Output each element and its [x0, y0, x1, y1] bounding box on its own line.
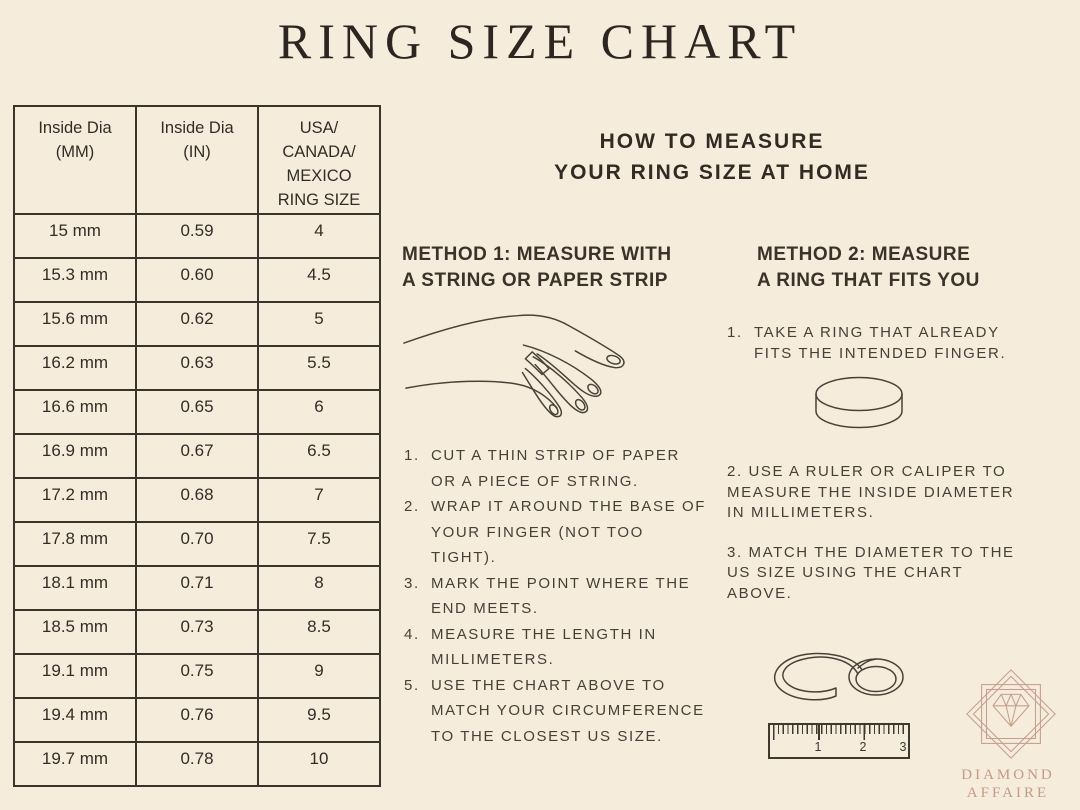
- step: [404, 673, 706, 750]
- step-line: WRAP IT AROUND THE BASE OF: [431, 498, 706, 515]
- step: [404, 443, 706, 494]
- table-cell: 0.59: [136, 214, 258, 258]
- column-header-line: CANADA/: [282, 143, 356, 161]
- method2-title: [757, 242, 980, 294]
- step-line: TIGHT).: [431, 549, 497, 566]
- guide-heading: [452, 126, 972, 188]
- table-row: [14, 258, 380, 302]
- table-row: [14, 302, 380, 346]
- table-cell: 0.75: [136, 654, 258, 698]
- table-cell: 0.62: [136, 302, 258, 346]
- step-text: [431, 494, 706, 571]
- method1-title-line1: METHOD 1: MEASURE WITH: [402, 244, 672, 265]
- table-cell: 15 mm: [14, 214, 136, 258]
- step-line: USE THE CHART ABOVE TO: [431, 676, 666, 694]
- table-row: [14, 478, 380, 522]
- ring-illustration: [806, 373, 912, 435]
- table-row: [14, 390, 380, 434]
- step-number: 2.: [404, 498, 420, 515]
- table-cell: 15.3 mm: [14, 258, 136, 302]
- column-header: [14, 106, 136, 214]
- method2-title-line2: A RING THAT FITS YOU: [757, 270, 980, 291]
- table-cell: 0.73: [136, 610, 258, 654]
- table-row: [14, 434, 380, 478]
- table-cell: 6.5: [258, 434, 380, 478]
- table-cell: 15.6 mm: [14, 302, 136, 346]
- ruler-illustration: [768, 723, 910, 759]
- table-cell: 19.4 mm: [14, 698, 136, 742]
- ruler-label-1: 1: [814, 740, 822, 754]
- table-cell: 0.63: [136, 346, 258, 390]
- step-text: [431, 571, 690, 622]
- table-cell: 18.5 mm: [14, 610, 136, 654]
- table-cell: 0.67: [136, 434, 258, 478]
- page-title: RING SIZE CHART: [277, 13, 803, 69]
- table-cell: 16.9 mm: [14, 434, 136, 478]
- step: [404, 622, 706, 673]
- step-line: FITS THE INTENDED FINGER.: [754, 345, 1007, 362]
- size-table-body: [14, 214, 380, 786]
- diamond-logo-icon: [962, 665, 1060, 763]
- step-line: TAKE A RING THAT ALREADY: [754, 324, 1000, 341]
- ruler-label-3: 3: [899, 740, 907, 754]
- step-line: MARK THE POINT WHERE THE: [431, 574, 691, 592]
- method2-title-line1: METHOD 2: MEASURE: [757, 244, 971, 265]
- table-cell: 4: [258, 214, 380, 258]
- step-number: 5.: [404, 676, 420, 694]
- ruler-major-ticks: [773, 725, 907, 740]
- table-cell: 0.65: [136, 390, 258, 434]
- hand-ring-illustration: [398, 300, 643, 443]
- method2-step1: [727, 322, 1006, 364]
- column-header-line: Inside Dia: [160, 119, 234, 137]
- guide-heading-line1: HOW TO MEASURE: [599, 130, 825, 153]
- table-cell: 18.1 mm: [14, 566, 136, 610]
- step-line: OR A PIECE OF STRING.: [431, 472, 639, 490]
- column-header: [258, 106, 380, 214]
- method1-title-line2: A STRING OR PAPER STRIP: [402, 270, 668, 291]
- step-line: TO THE CLOSEST US SIZE.: [431, 727, 663, 745]
- step-line: MEASURE THE INSIDE DIAMETER: [727, 483, 1015, 501]
- table-row: [14, 566, 380, 610]
- table-cell: 0.70: [136, 522, 258, 566]
- step-line: MATCH YOUR CIRCUMFERENCE: [431, 702, 705, 719]
- table-cell: 19.7 mm: [14, 742, 136, 786]
- column-header-line: RING SIZE: [277, 191, 361, 209]
- logo-name-line1: DIAMOND: [961, 767, 1055, 783]
- column-header: [136, 106, 258, 214]
- step-text: [431, 673, 705, 750]
- step-line: IN MILLIMETERS.: [727, 504, 875, 521]
- column-header-line: (MM): [55, 143, 95, 161]
- table-cell: 10: [258, 742, 380, 786]
- method2-plain-steps: [727, 462, 1015, 623]
- ring-size-table: [13, 105, 381, 787]
- step-text: [754, 322, 1006, 364]
- table-cell: 8: [258, 566, 380, 610]
- table-cell: 4.5: [258, 258, 380, 302]
- table-row: [14, 346, 380, 390]
- step-line: END MEETS.: [431, 600, 539, 617]
- column-header-line: (IN): [183, 143, 211, 161]
- table-cell: 7.5: [258, 522, 380, 566]
- column-header-line: MEXICO: [286, 167, 352, 185]
- table-row: [14, 698, 380, 742]
- table-cell: 7: [258, 478, 380, 522]
- table-cell: 16.2 mm: [14, 346, 136, 390]
- table-cell: 9: [258, 654, 380, 698]
- measuring-tape-illustration: [758, 646, 916, 710]
- step: [404, 494, 706, 571]
- step-line: MILLIMETERS.: [431, 651, 555, 668]
- method2-step: [727, 462, 1015, 524]
- method2-step: [727, 543, 1015, 605]
- method1-steps: [404, 443, 706, 749]
- step-number: 3.: [404, 574, 420, 592]
- step-number: 4.: [404, 625, 420, 643]
- table-cell: 0.71: [136, 566, 258, 610]
- table-cell: 0.60: [136, 258, 258, 302]
- logo-name-line2: AFFAIRE: [966, 785, 1050, 801]
- step-number: 1.: [404, 447, 420, 464]
- size-table-head: [14, 106, 380, 214]
- table-row: [14, 610, 380, 654]
- table-row: [14, 742, 380, 786]
- step: [404, 571, 706, 622]
- table-cell: 16.6 mm: [14, 390, 136, 434]
- step-text: [431, 443, 680, 494]
- table-cell: 19.1 mm: [14, 654, 136, 698]
- step-line: 2. USE A RULER OR CALIPER TO: [727, 463, 1007, 480]
- table-cell: 0.76: [136, 698, 258, 742]
- table-row: [14, 214, 380, 258]
- table-cell: 0.78: [136, 742, 258, 786]
- guide-heading-line2: YOUR RING SIZE AT HOME: [554, 161, 870, 184]
- step-line: 3. MATCH THE DIAMETER TO THE: [727, 543, 1015, 561]
- table-row: [14, 522, 380, 566]
- column-header-line: Inside Dia: [38, 119, 112, 137]
- table-cell: 6: [258, 390, 380, 434]
- table-cell: 8.5: [258, 610, 380, 654]
- header-row: [14, 106, 380, 214]
- brand-logo: [938, 766, 1078, 802]
- table-cell: 5.5: [258, 346, 380, 390]
- ruler-label-2: 2: [859, 740, 867, 754]
- table-cell: 17.8 mm: [14, 522, 136, 566]
- step-line: MEASURE THE LENGTH IN: [431, 625, 657, 643]
- table-cell: 0.68: [136, 478, 258, 522]
- step-line: ABOVE.: [727, 584, 793, 602]
- step-line: CUT A THIN STRIP OF PAPER: [431, 447, 680, 464]
- table-cell: 9.5: [258, 698, 380, 742]
- step: [727, 322, 1006, 364]
- column-header-line: USA/: [299, 119, 339, 137]
- table-cell: 5: [258, 302, 380, 346]
- table-row: [14, 654, 380, 698]
- step-line: YOUR FINGER (NOT TOO: [431, 523, 644, 541]
- method1-title: [402, 242, 672, 294]
- step-line: US SIZE USING THE CHART: [727, 564, 964, 581]
- step-number: 1.: [727, 324, 743, 341]
- step-text: [431, 622, 657, 673]
- table-cell: 17.2 mm: [14, 478, 136, 522]
